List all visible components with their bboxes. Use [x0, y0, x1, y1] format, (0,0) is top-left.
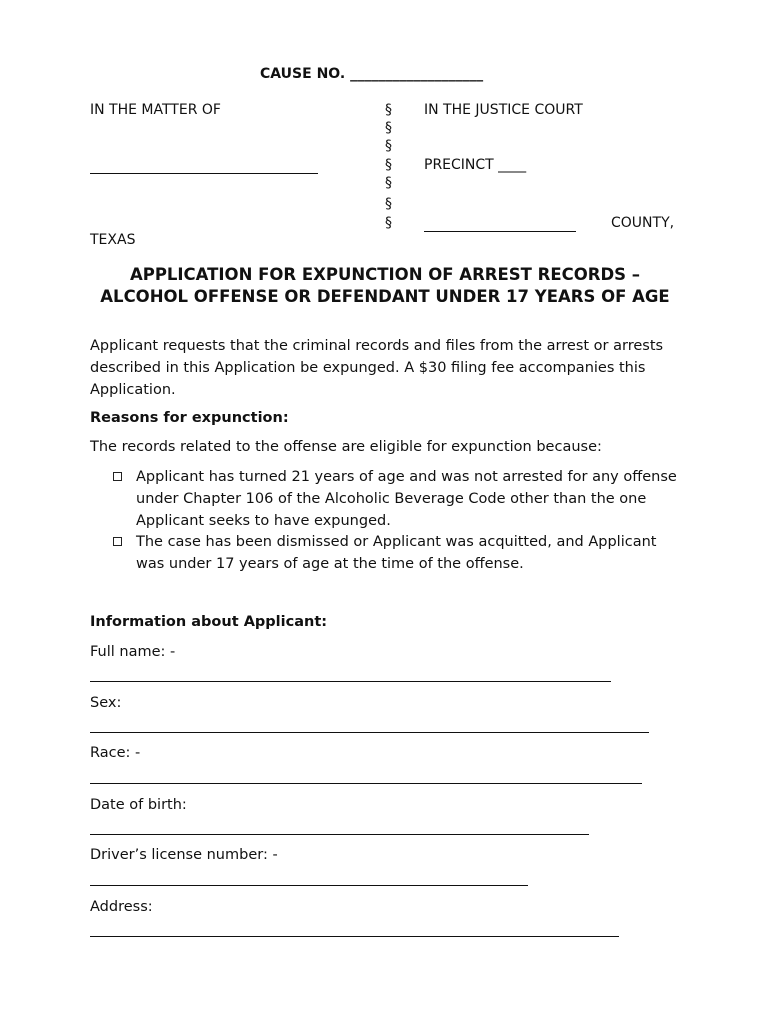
matter-name-line: [90, 173, 318, 174]
date-of-birth-label: Date of birth:: [90, 797, 187, 813]
county-line: [424, 231, 576, 232]
address-line[interactable]: [90, 936, 619, 937]
date-of-birth-line[interactable]: [90, 834, 589, 835]
reasons-lead: The records related to the offense are eligible for expunction because:: [90, 439, 602, 455]
applicant-heading: Information about Applicant:: [90, 614, 328, 630]
reason-text: Applicant has turned 21 years of age and was not arrested for any offense under Chapter 106 of the Alcoholic Beverage Code other than the one Applicant seeks to have expunged.: [136, 469, 677, 529]
race-line[interactable]: [90, 783, 642, 784]
section-mark: §: [385, 215, 392, 231]
sex-label: Sex:: [90, 695, 122, 711]
county-label: COUNTY,: [611, 215, 675, 231]
intro-paragraph: Applicant requests that the criminal records and files from the arrest or arrests described in this Application be expunged. A $30 filing fee accompanies this Application.: [90, 338, 664, 398]
section-mark: §: [385, 102, 392, 118]
cause-number: CAUSE NO. ___________________: [260, 66, 484, 82]
section-mark: §: [385, 157, 392, 173]
drivers-license-line[interactable]: [90, 885, 528, 886]
address-label: Address:: [90, 899, 153, 915]
court-name: IN THE JUSTICE COURT: [424, 102, 583, 118]
reason-text: The case has been dismissed or Applicant was acquitted, and Applicant was under 17 years of age at the time of the offense.: [136, 534, 657, 572]
reasons-heading: Reasons for expunction:: [90, 410, 289, 426]
full-name-line[interactable]: [90, 681, 611, 682]
section-mark: §: [385, 120, 392, 136]
checkbox[interactable]: [113, 537, 122, 546]
full-name-label: Full name: -: [90, 644, 176, 660]
precinct-label: PRECINCT ____: [424, 157, 527, 173]
section-mark: §: [385, 138, 392, 154]
texas-label: TEXAS: [90, 232, 136, 248]
in-the-matter-of: IN THE MATTER OF: [90, 102, 221, 118]
section-mark: §: [385, 196, 392, 212]
drivers-license-label: Driver’s license number: -: [90, 847, 278, 863]
section-mark: §: [385, 175, 392, 191]
sex-line[interactable]: [90, 732, 649, 733]
race-label: Race: -: [90, 745, 141, 761]
document-title: APPLICATION FOR EXPUNCTION OF ARREST RECORDS – ALCOHOL OFFENSE OR DEFENDANT UNDER 17 YEARS OF AGE: [100, 265, 670, 306]
checkbox[interactable]: [113, 472, 122, 481]
